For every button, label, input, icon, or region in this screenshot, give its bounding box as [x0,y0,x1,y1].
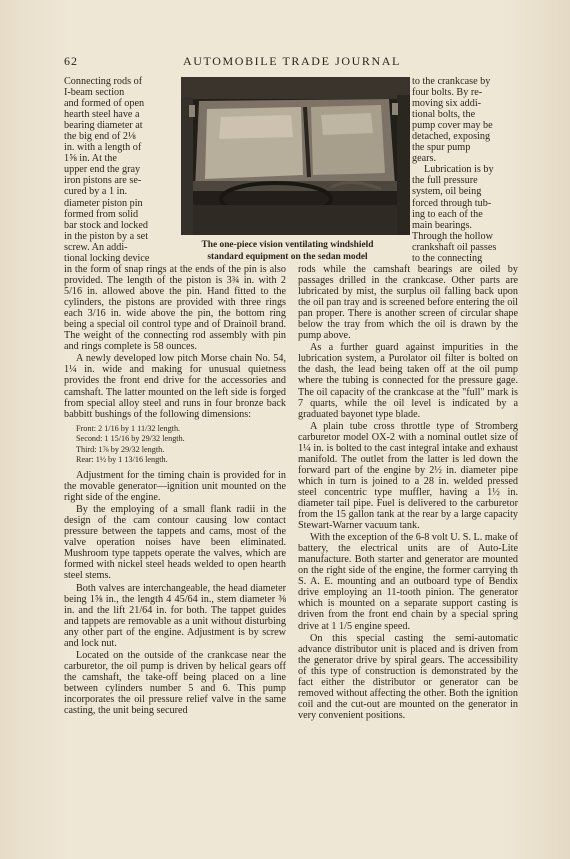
text-line: the big end of 2⅛ [64,131,136,143]
text-line: detached, exposing [412,131,491,143]
text-line: forced through tub- [412,197,492,209]
text-line: four bolts. By re- [412,87,483,99]
text-line: pump cover may be [412,120,493,132]
text-line: Lubrication is by [424,164,494,176]
sedan-windshield-illustration [181,77,410,235]
text-line: Through the hollow [412,230,493,242]
text-line: in the piston by a set [64,230,149,242]
camshaft-bushing-spec: Front: 2 1/16 by 1 11/32 length. [76,423,181,433]
camshaft-bushing-spec: Third: 1⅞ by 29/32 length. [76,444,165,454]
text-line: and formed of open [64,98,145,110]
text-line: Connecting rods of [64,76,143,87]
paragraph: On this special casting the semi-automatic advance distributor unit is placed and is driven from the generator drive by spiral gears. The accessibility of this type of construction is demonstrated by the fact either the distributor or generator can be removed without affecting the other. Both the ignition coil and the cut-out are mounted on the generator in very convenient positions. [298,632,518,721]
text-line: moving six addi- [412,98,482,110]
paragraph: Adjustment for the timing chain is provided for in the movable generator—ignition unit mounted on the right side of the engine. [64,470,286,504]
paragraph: As a further guard against impurities in the lubrication system, a Purolator oil filter is bolted on the dash, the lead being taken off at the oil pump where the tubing is connected for the pressure gage. The oil capacity of the crankcase at the "full" mark is 7 quarts, while the oil level is indicated by a graduated bayonet type blade. [298,342,518,420]
figure-caption [150,240,425,263]
paragraph: With the exception of the 6-8 volt U. S. L. make of battery, the electrical units are of Auto-Lite manufacture. Both starter and generator are mounted on the right side of the engine, the former carrying th S. A. E. mounting and an outboard type of Bendix drive employing an 11-tooth pinion. The generator which is mounted on a separate support casting is driven from the front end chain by a special spring drive at 1 1/5 engine speed. [298,532,518,632]
paragraph: A newly developed low pitch Morse chain No. 54, 1¼ in. wide and making for unusual quietness provides the front end drive for the accessories and camshaft. The latter mounted on the left side is forged from special alloy steel and runs in four bronze back babbitt bushings of the following dimensions: [64,353,286,420]
text-line: the spur pump [412,142,471,154]
caption-line: The one-piece vision ventilating windshield [201,240,374,250]
paragraph: A plain tube cross throttle type of Stromberg carburetor model OX-2 with a nominal outlet size of 1¼ in. is bolted to the cast integral intake and exhaust manifold. The outlet from the latter is led down the forward part of the engine by 2½ in. diameter pipe which in turn is joined to a 28 in. welded pressed steel concentric type muffler, having a 1½ in. diameter tail pipe. Fuel is delivered to the carburetor from the 15 gallon tank at the rear by a large capacity Stewart-Warner vacuum tank. [298,420,518,532]
paragraph: Both valves are interchangeable, the head diameter being 1⅝ in., the length 4 45/64 in., stem diameter ⅜ in. and the lift 21/64 in. for both. The tappet guides and tappets are removable as a unit without disturbing any other part of the engine. Adjustment is by screw and lock nut. [64,582,286,649]
camshaft-bushing-spec: Second: 1 15/16 by 29/32 length. [76,434,185,444]
right-narrow-column [412,76,516,264]
paragraph: rods while the camshaft bearings are oiled by passages drilled in the crankcase. Other parts are lubricated by mist, the surplus oil falling back upon the oil pan tray and is screened before entering the oil pan proper. There is another screen of circular shape below the tray from which the oil is drawn by the pump above. [298,264,518,342]
camshaft-bushing-spec: Rear: 1½ by 1 13/16 length. [76,455,168,465]
text-line: hearth steel have a [64,109,140,121]
right-column [298,264,518,721]
text-line: bearing diameter at [64,120,143,132]
text-line: ing to each of the [412,208,483,220]
text-line: bar stock and locked [64,219,149,231]
journal-title: AUTOMOBILE TRADE JOURNAL [183,54,401,68]
windshield-photo [181,77,410,235]
text-line: 1⅝ in. At the [64,153,117,165]
paragraph: Located on the outside of the crankcase near the carburetor, the oil pump is driven by helical gears off the camshaft, the take-off being placed on a line between cylinders number 5 and 6. This pump incorporates the oil pressure relief valve in the same casting, the unit being secured [64,649,286,717]
text-line: to the crankcase by [412,76,491,87]
page-number: 62 [64,54,78,68]
text-line: in. with a length of [64,142,142,154]
text-line: main bearings. [412,219,472,231]
text-line: screw. An addi- [64,241,128,253]
running-header [64,54,520,70]
text-line: upper end the gray [64,164,141,176]
text-line: I-beam section [64,87,125,99]
text-line: crankshaft oil passes [412,241,497,253]
text-line: tional bolts, the [412,109,476,121]
left-narrow-column [64,76,169,264]
text-line: gears. [412,153,437,165]
caption-line: standard equipment on the sedan model [207,251,368,262]
left-column [64,264,286,716]
text-line: to the connecting [412,252,483,264]
text-line: system, oil being [412,186,482,198]
text-line: iron pistons are se- [64,175,142,187]
text-line: tional locking device [64,252,150,264]
text-line: diameter piston pin [64,197,143,209]
text-line: the full pressure [412,175,478,187]
paragraph: By the employing of a small flank radii in the design of the cam contour causing low contact pressure between the tappets and cams, most of the valve operation noises have been eliminated. Mushroom type tappets operate the valves, which are formed with nickel steel heads welded to open hearth steel stems. [64,504,286,582]
paragraph: in the form of snap rings at the ends of the pin is also provided. The length of the piston is 3¾ in. with 2 5/16 in. allowed above the pin. Hand fitted to the cylinders, the pistons are provided with three rings each 3/16 in. wide above the pin, the bottom ring being a special oil control type and of Drainoil brand. The weight of the connecting rod assembly with pin and rings complete is 58 ounces. [64,264,286,353]
text-line: formed from solid [64,208,139,220]
text-line: cured by a 1 in. [64,186,128,198]
